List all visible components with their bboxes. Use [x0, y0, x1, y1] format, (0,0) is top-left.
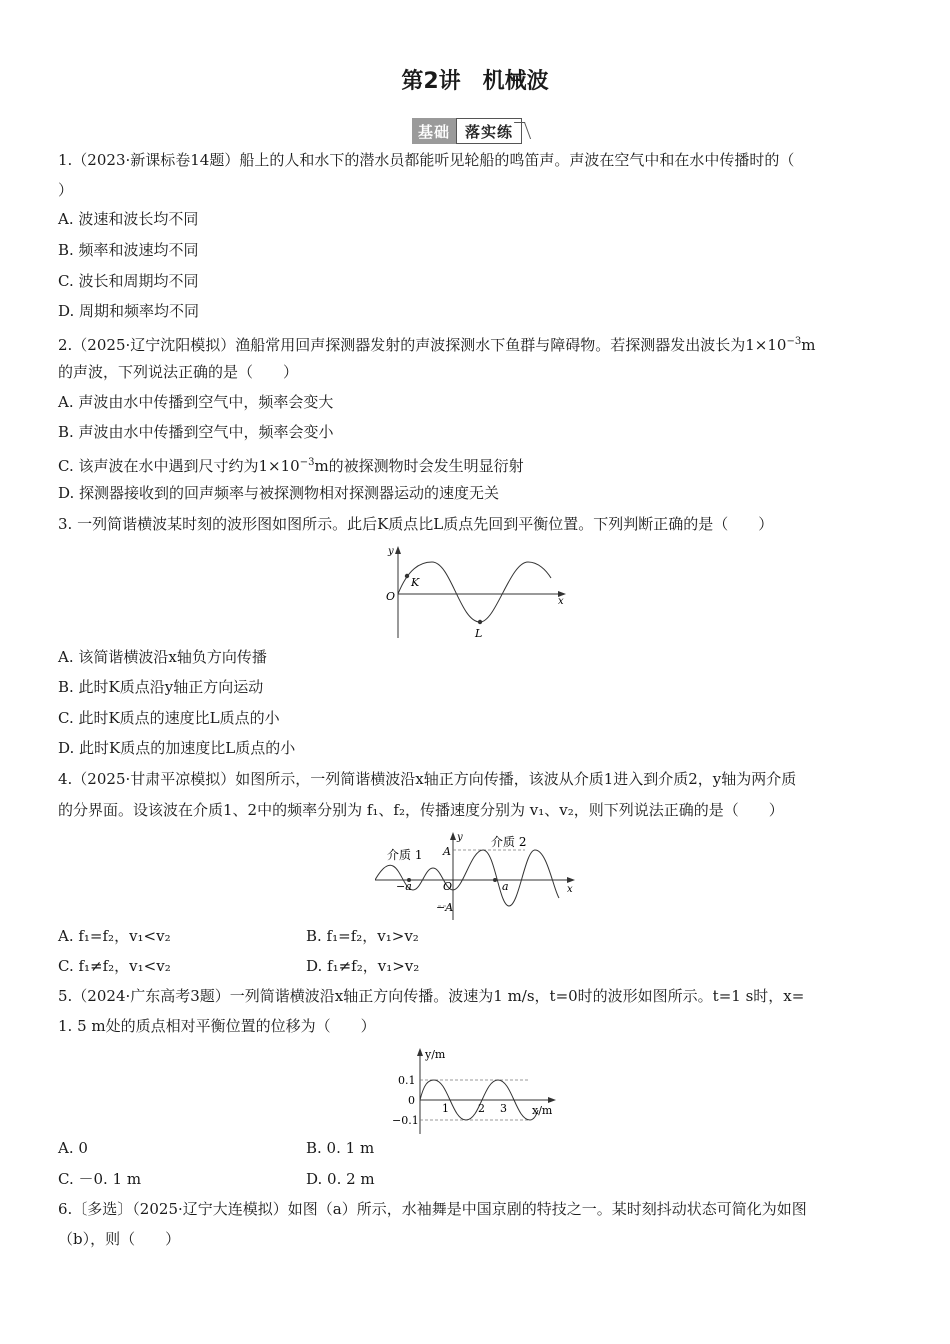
lecture-topic: 机械波	[482, 69, 549, 94]
q5-stem-line1: 5.（2024·广东高考3题）一列简谐横波沿x轴正方向传播。波速为1 m/s，t=0时的波形如图所示。t=1 s时，x=	[58, 987, 805, 1005]
q1-option-b[interactable]: B. 频率和波速均不同	[58, 241, 199, 259]
q5-stem-line2: 1. 5 m处的质点相对平衡位置的位移为（ ）	[58, 1017, 376, 1035]
q1-option-c[interactable]: C. 波长和周期均不同	[58, 272, 199, 290]
q5-option-d[interactable]: D. 0. 2 m	[306, 1170, 375, 1188]
q3-l-label: L	[475, 627, 483, 640]
q5-tick-bottom: −0.1	[392, 1114, 419, 1127]
q4-amplitude-label: A	[443, 845, 451, 858]
q2-option-a[interactable]: A. 声波由水中传播到空气中，频率会变大	[58, 393, 334, 411]
q6-stem-line1: 6.〔多选〕（2025·辽宁大连模拟）如图（a）所示，水袖舞是中国京剧的特技之一。某时刻抖动状态可简化为如图	[58, 1200, 807, 1218]
q3-option-d[interactable]: D. 此时K质点的加速度比L质点的小	[58, 739, 296, 757]
q2-option-b[interactable]: B. 声波由水中传播到空气中，频率会变小	[58, 423, 334, 441]
q2-c-exponent: −3	[299, 457, 315, 468]
q4-wave-figure	[375, 830, 580, 922]
q5-tick-top: 0.1	[398, 1074, 416, 1087]
q6-stem-line2: （b），则（ ）	[58, 1230, 181, 1248]
q3-k-label: K	[411, 576, 420, 589]
q4-stem-line1: 4.（2025·甘肃平凉模拟）如图所示，一列简谐横波沿x轴正方向传播，该波从介质1进入到介质2，y轴为两介质	[58, 770, 797, 788]
q3-option-c[interactable]: C. 此时K质点的速度比L质点的小	[58, 709, 280, 727]
q5-x-label: x/m	[532, 1104, 553, 1117]
q4-neg-a-label: −a	[396, 880, 412, 893]
q3-stem: 3. 一列简谐横波某时刻的波形图如图所示。此后K质点比L质点先回到平衡位置。下列判断正确的是（ ）	[58, 515, 774, 533]
q2-c-text: C. 该声波在水中遇到尺寸约为1×10	[58, 457, 300, 475]
q1-option-d[interactable]: D. 周期和频率均不同	[58, 302, 200, 320]
q4-neg-amplitude-label: −A	[436, 901, 454, 914]
q2-stem-text: 2.（2025·辽宁沈阳模拟）渔船常用回声探测器发射的声波探测水下鱼群与障碍物。若探测器发出波长为1×10	[58, 336, 787, 354]
q1-stem-line2: ）	[58, 181, 74, 199]
q4-y-label: y	[457, 832, 463, 843]
q2-exponent: −3	[786, 336, 802, 347]
q5-wave-figure	[392, 1046, 562, 1136]
q2-option-c[interactable]	[58, 453, 524, 476]
q3-option-b[interactable]: B. 此时K质点沿y轴正方向运动	[58, 678, 264, 696]
q2-stem-line1	[58, 332, 815, 355]
q5-tick-3: 3	[500, 1102, 507, 1115]
q4-x-label: x	[567, 884, 573, 895]
lecture-number: 第2讲	[401, 69, 461, 94]
q2-c-tail: m的被探测物时会发生明显衍射	[314, 457, 524, 475]
q4-origin-label: O	[443, 880, 453, 893]
q5-tick-2: 2	[478, 1102, 485, 1115]
q2-option-d[interactable]: D. 探测器接收到的回声频率与被探测物相对探测器运动的速度无关	[58, 484, 500, 502]
q4-option-b[interactable]: B. f₁=f₂，v₁>v₂	[306, 927, 419, 945]
q4-option-d[interactable]: D. f₁≠f₂，v₁>v₂	[306, 957, 420, 975]
q5-option-a[interactable]: A. 0	[58, 1139, 88, 1157]
q4-a-label: a	[502, 880, 509, 893]
q4-medium2-label: 介质 2	[491, 835, 527, 849]
q3-x-label: x	[558, 596, 564, 607]
section-badge	[412, 118, 522, 144]
q5-y-label: y/m	[425, 1048, 446, 1061]
q5-option-c[interactable]: C. －0. 1 m	[58, 1170, 142, 1188]
q1-stem-line1: 1.（2023·新课标卷14题）船上的人和水下的潜水员都能听见轮船的鸣笛声。声波在空气中和在水中传播时的（	[58, 151, 795, 169]
q4-stem-line2: 的分界面。设该波在介质1、2中的频率分别为 f₁、f₂，传播速度分别为 v₁、v₂，则下列说法正确的是（ ）	[58, 801, 784, 819]
q4-option-c[interactable]: C. f₁≠f₂，v₁<v₂	[58, 957, 171, 975]
q3-origin-label: O	[386, 590, 396, 603]
q5-option-b[interactable]: B. 0. 1 m	[306, 1139, 375, 1157]
q4-option-a[interactable]: A. f₁=f₂，v₁<v₂	[58, 927, 171, 945]
page-title	[0, 64, 950, 95]
badge-left: 基础	[412, 118, 456, 144]
q1-option-a[interactable]: A. 波速和波长均不同	[58, 210, 199, 228]
q3-wave-figure	[378, 542, 573, 642]
q3-option-a[interactable]: A. 该简谐横波沿x轴负方向传播	[58, 648, 267, 666]
q5-tick-zero: 0	[408, 1094, 415, 1107]
q3-y-label: y	[388, 546, 394, 557]
q5-tick-1: 1	[442, 1102, 449, 1115]
q2-unit: m	[801, 336, 816, 354]
q4-medium1-label: 介质 1	[387, 848, 423, 862]
q2-stem-line2: 的声波，下列说法正确的是（ ）	[58, 363, 299, 381]
badge-right: 落实练	[456, 118, 522, 144]
